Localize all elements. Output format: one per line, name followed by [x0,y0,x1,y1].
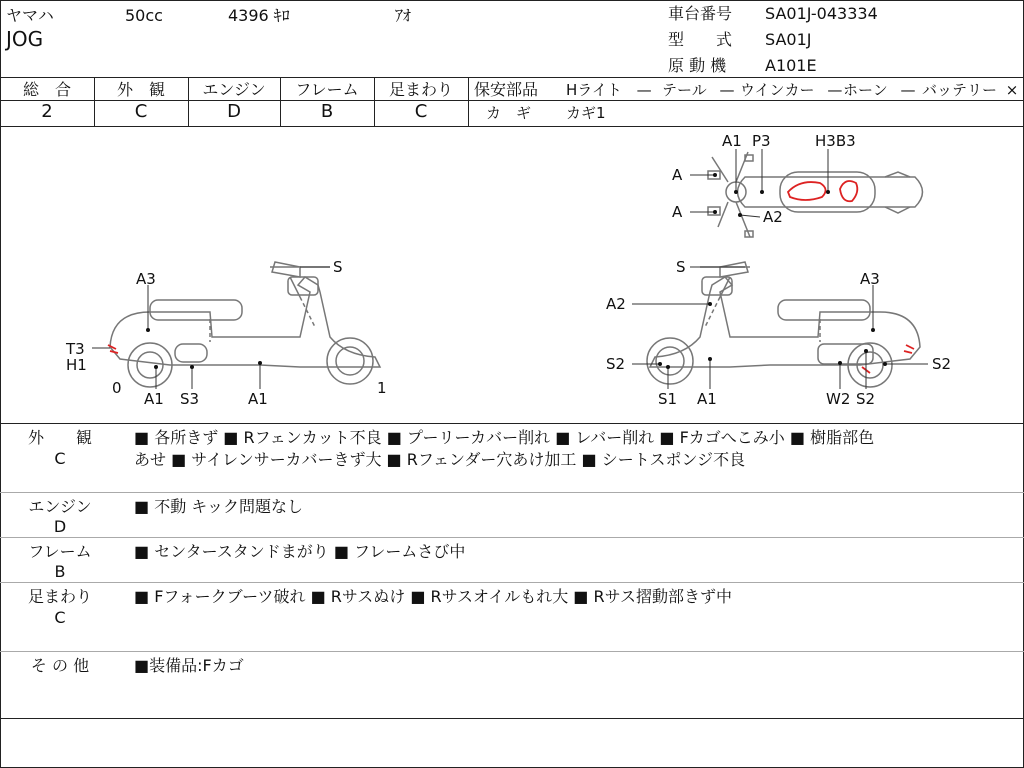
damage-diagram [0,127,1024,423]
right-label-s1: S1 [658,390,678,408]
grade-header-frame: フレーム [295,80,359,99]
key-value: カギ1 [566,104,606,122]
notes-engine-line1: ■ 不動 キック問題なし [134,497,303,516]
top-label-a2: A2 [763,208,783,226]
grade-engine: D [227,101,241,122]
left-label-0: 0 [112,379,122,397]
grade-overall: 2 [41,101,53,122]
engine-label: 原 動 機 [668,56,727,75]
displacement: 50cc [125,6,163,25]
left-label-1: 1 [377,379,387,397]
right-label-a3: A3 [860,270,880,288]
scooter-top-view [708,152,923,237]
top-label-h3b3: H3B3 [815,132,856,150]
notes-cat-engine: エンジン [28,497,92,516]
grade-header-overall: 総 合 [22,80,71,99]
notes-grade-engine: D [53,517,67,536]
type-value: SA01J [765,30,812,49]
safety-winker: ウインカー — [740,81,843,99]
notes-grade-frame: B [54,562,66,581]
mileage: 4396 ｷﾛ [228,6,290,25]
frame-no: SA01J-043334 [765,4,878,23]
notes-other-line1: ■装備品:Fカゴ [134,656,244,675]
safety-horn: ホーン — [843,81,916,99]
safety-headlight: Hライト — [566,81,652,99]
left-label-s: S [333,258,343,276]
right-label-a1: A1 [697,390,717,408]
safety-label: 保安部品 [474,80,539,99]
top-label-a-lower: A [672,203,683,221]
right-label-w2: W2 [826,390,851,408]
model-name: JOG [6,27,44,51]
left-label-s3: S3 [180,390,200,408]
safety-battery: バッテリー × [922,81,1019,99]
engine-value: A101E [765,56,817,75]
type-label: 型 式 [668,30,733,49]
right-label-a2: A2 [606,295,626,313]
notes-cat-other: そ の 他 [30,656,90,675]
top-label-a1: A1 [722,132,742,150]
notes-grade-suspension: C [54,608,66,627]
left-label-a3: A3 [136,270,156,288]
notes-exterior-line2: あせ ■ サイレンサーカバーきず大 ■ Rフェンダー穴あけ加工 ■ シートスポンジ不良 [134,450,746,469]
safety-tail: テール — [662,81,735,99]
right-label-s: S [676,258,686,276]
left-label-a1-front: A1 [144,390,164,408]
left-label-h1: H1 [66,356,87,374]
notes-exterior-line1: ■ 各所きず ■ Rフェンカット不良 ■ プーリーカバー削れ ■ レバー削れ ■ Fカゴへこみ小 ■ 樹脂部色 [134,428,875,447]
top-label-p3: P3 [752,132,771,150]
left-label-a1-body: A1 [248,390,268,408]
grade-header-engine: エンジン [202,80,266,99]
top-label-a-upper: A [672,166,683,184]
key-label: カ ギ [486,104,532,122]
maker: ヤマハ [6,6,54,25]
notes-frame-line1: ■ センタースタンドまがり ■ フレームさび中 [134,542,466,561]
color: ｱｵ [395,6,412,25]
grade-frame: B [320,101,334,122]
right-label-s2-bottom: S2 [856,390,876,408]
grade-header-exterior: 外 観 [116,80,165,99]
right-label-s2-rear: S2 [932,355,952,373]
notes-cat-exterior: 外 観 [27,428,92,447]
frame-no-label: 車台番号 [668,4,733,23]
left-label-t3: T3 [66,340,85,358]
notes-suspension-line1: ■ Fフォークブーツ破れ ■ Rサスぬけ ■ Rサスオイルもれ大 ■ Rサス摺動部きず中 [134,587,732,606]
notes-cat-frame: フレーム [28,542,92,561]
grade-suspension: C [414,101,428,122]
right-label-s2-front: S2 [606,355,626,373]
notes-cat-suspension: 足まわり [27,587,92,606]
notes-grade-exterior: C [54,449,66,468]
grade-header-suspension: 足まわり [388,80,453,99]
grade-exterior: C [134,101,148,122]
